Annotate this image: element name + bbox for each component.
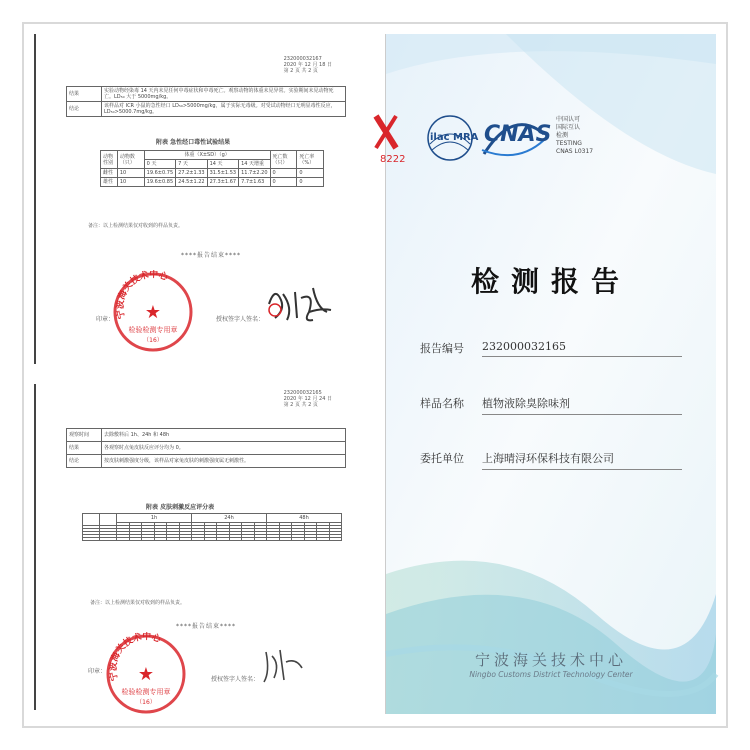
cell: 10 xyxy=(117,169,144,178)
report-end-mark: ****报告结束**** xyxy=(176,623,237,630)
official-seal xyxy=(111,270,195,358)
issuer-name-en: Ningbo Customs District Technology Center xyxy=(469,670,633,679)
col-header xyxy=(100,514,117,526)
row-text: 实验动物经染毒 14 天内未见任何中毒症状和中毒死亡。观察动物的体重未见异常。实验期间未见动物死亡。LD₅₀ 大于 5000mg/kg。 xyxy=(102,87,346,102)
svg-text:（16）: （16） xyxy=(143,337,163,344)
svg-text:宁波海关技术中心: 宁波海关技术中心 xyxy=(108,632,162,682)
handwritten-signature xyxy=(256,642,316,692)
report-end-mark: ****报告结束**** xyxy=(181,252,242,259)
table-row xyxy=(67,102,346,117)
row-text: 按皮肤刺激强度分级，该样品对家兔皮肤的刺激强度属无刺激性。 xyxy=(102,455,346,468)
caption-line: 中国认可 xyxy=(556,116,581,123)
caption-line: TESTING xyxy=(556,140,582,147)
cma-number: 8222 xyxy=(380,154,406,165)
table-row xyxy=(67,442,346,455)
col-header: 死亡数（只） xyxy=(270,151,297,169)
svg-text:检验检测专用章: 检验检测专用章 xyxy=(128,326,178,334)
cell: 19.6±0.75 xyxy=(144,169,175,178)
caption-line: CNAS L0317 xyxy=(556,148,594,155)
cell: 0 xyxy=(270,169,297,178)
table-header-row xyxy=(83,514,342,523)
caption-line: 国际互认 xyxy=(556,124,581,131)
seal-label: 印章： xyxy=(96,316,115,323)
report-note: 备注：以上检测结果仅对收到的样品负责。 xyxy=(90,600,186,606)
row-text: 该样品对 ICR 小鼠的急性经口 LD₅₀>5000mg/kg，属于实际无毒级。对受试动物经口无明显毒性反应，LD₅₀>5000.7mg/kg。 xyxy=(102,102,346,117)
row-text: 各观察时点兔皮肤反应评分均为 0。 xyxy=(102,442,346,455)
results-table xyxy=(100,150,324,187)
signer-label: 授权签字人签名： xyxy=(211,676,260,683)
row-label: 结果 xyxy=(67,442,102,455)
cell: 0 xyxy=(297,178,324,187)
cell: 27.2±1.33 xyxy=(176,169,207,178)
cell: 27.3±1.67 xyxy=(207,178,238,187)
col-subheader: 14 天 xyxy=(207,160,238,169)
info-table xyxy=(66,428,346,468)
caption-line: 检测 xyxy=(556,132,569,139)
cell: 11.7±2.20 xyxy=(239,169,270,178)
table-row xyxy=(67,87,346,102)
ilac-text: ilac MRA xyxy=(430,132,479,143)
cell: 7.7±1.63 xyxy=(239,178,270,187)
page-number: 第 2 页 共 2 页 xyxy=(283,68,318,74)
seal-graphic xyxy=(104,632,188,716)
cnas-caption xyxy=(556,116,593,156)
cell: 10 xyxy=(117,178,144,187)
report-number: 232000032165 xyxy=(283,390,322,396)
field-label: 样品名称 xyxy=(420,397,464,410)
seal-label: 印章： xyxy=(88,668,107,675)
table-row xyxy=(67,455,346,468)
row-text: 去除敷料后 1h、24h 和 48h xyxy=(102,429,346,442)
page-number: 第 2 页 共 2 页 xyxy=(283,402,318,408)
svg-text:★: ★ xyxy=(144,302,162,323)
page-header-info xyxy=(284,56,332,74)
row-label: 结果 xyxy=(67,87,102,102)
table-title: 附表 急性经口毒性试验结果 xyxy=(156,139,231,146)
score-table xyxy=(82,513,342,541)
report-page-bottom xyxy=(34,384,372,710)
col-subheader: 7 天 xyxy=(176,160,207,169)
field-value: 232000032165 xyxy=(482,340,682,357)
table-title: 附表 皮肤刺激反应评分表 xyxy=(146,504,215,511)
time-point-header: 48h xyxy=(267,514,342,523)
official-seal xyxy=(104,632,188,720)
row-label: 结论 xyxy=(67,455,102,468)
cell: 雄性 xyxy=(101,178,118,187)
col-header xyxy=(83,514,100,526)
issuer-name: 宁波海关技术中心 xyxy=(474,651,627,669)
report-number: 232000032167 xyxy=(283,56,322,62)
table-row xyxy=(83,538,342,541)
table-header-row xyxy=(101,151,324,160)
cell: 0 xyxy=(297,169,324,178)
row-label: 观察时间 xyxy=(67,429,102,442)
row-label: 结论 xyxy=(67,102,102,117)
table-row xyxy=(101,178,324,187)
cell: 19.6±0.85 xyxy=(144,178,175,187)
seal-graphic xyxy=(111,270,195,354)
signer-label: 授权签字人签名： xyxy=(216,316,265,323)
table-row xyxy=(67,429,346,442)
report-date: 2020 年 12 月 24 日 xyxy=(283,396,332,402)
col-header: 动物数（只） xyxy=(117,151,144,169)
accreditation-logos xyxy=(380,108,716,174)
field-label: 委托单位 xyxy=(420,452,464,465)
col-subheader: 14 天增重 xyxy=(239,160,270,169)
svg-text:检验检测专用章: 检验检测专用章 xyxy=(121,688,171,696)
table-row xyxy=(101,169,324,178)
field-value: 植物液除臭除味剂 xyxy=(482,395,682,415)
col-header: 体重（X±SD）（g） xyxy=(144,151,270,160)
info-table xyxy=(66,86,346,117)
cnas-text: CNAS xyxy=(484,122,552,147)
cell: 24.5±1.22 xyxy=(176,178,207,187)
col-subheader: 0 天 xyxy=(144,160,175,169)
page-header-info xyxy=(284,390,332,408)
col-header: 动物性别 xyxy=(101,151,118,169)
report-page-top xyxy=(34,34,372,364)
field-label: 报告编号 xyxy=(420,342,464,355)
col-header: 死亡率（%） xyxy=(297,151,324,169)
svg-text:（16）: （16） xyxy=(136,699,156,706)
handwritten-signature xyxy=(261,274,341,334)
svg-text:宁波海关技术中心: 宁波海关技术中心 xyxy=(115,270,169,320)
cell: 0 xyxy=(270,178,297,187)
cell: 31.5±1.53 xyxy=(207,169,238,178)
time-point-header: 1h xyxy=(117,514,192,523)
cma-logo-icon xyxy=(372,112,402,152)
svg-text:★: ★ xyxy=(137,664,155,685)
report-date: 2020 年 12 月 18 日 xyxy=(283,62,332,68)
report-title: 检测报告 xyxy=(470,265,631,298)
field-value: 上海晴浔环保科技有限公司 xyxy=(482,450,682,470)
report-note: 备注：以上检测结果仅对收到的样品负责。 xyxy=(88,223,184,229)
cell: 雌性 xyxy=(101,169,118,178)
time-point-header: 24h xyxy=(192,514,267,523)
report-cover xyxy=(380,34,716,714)
